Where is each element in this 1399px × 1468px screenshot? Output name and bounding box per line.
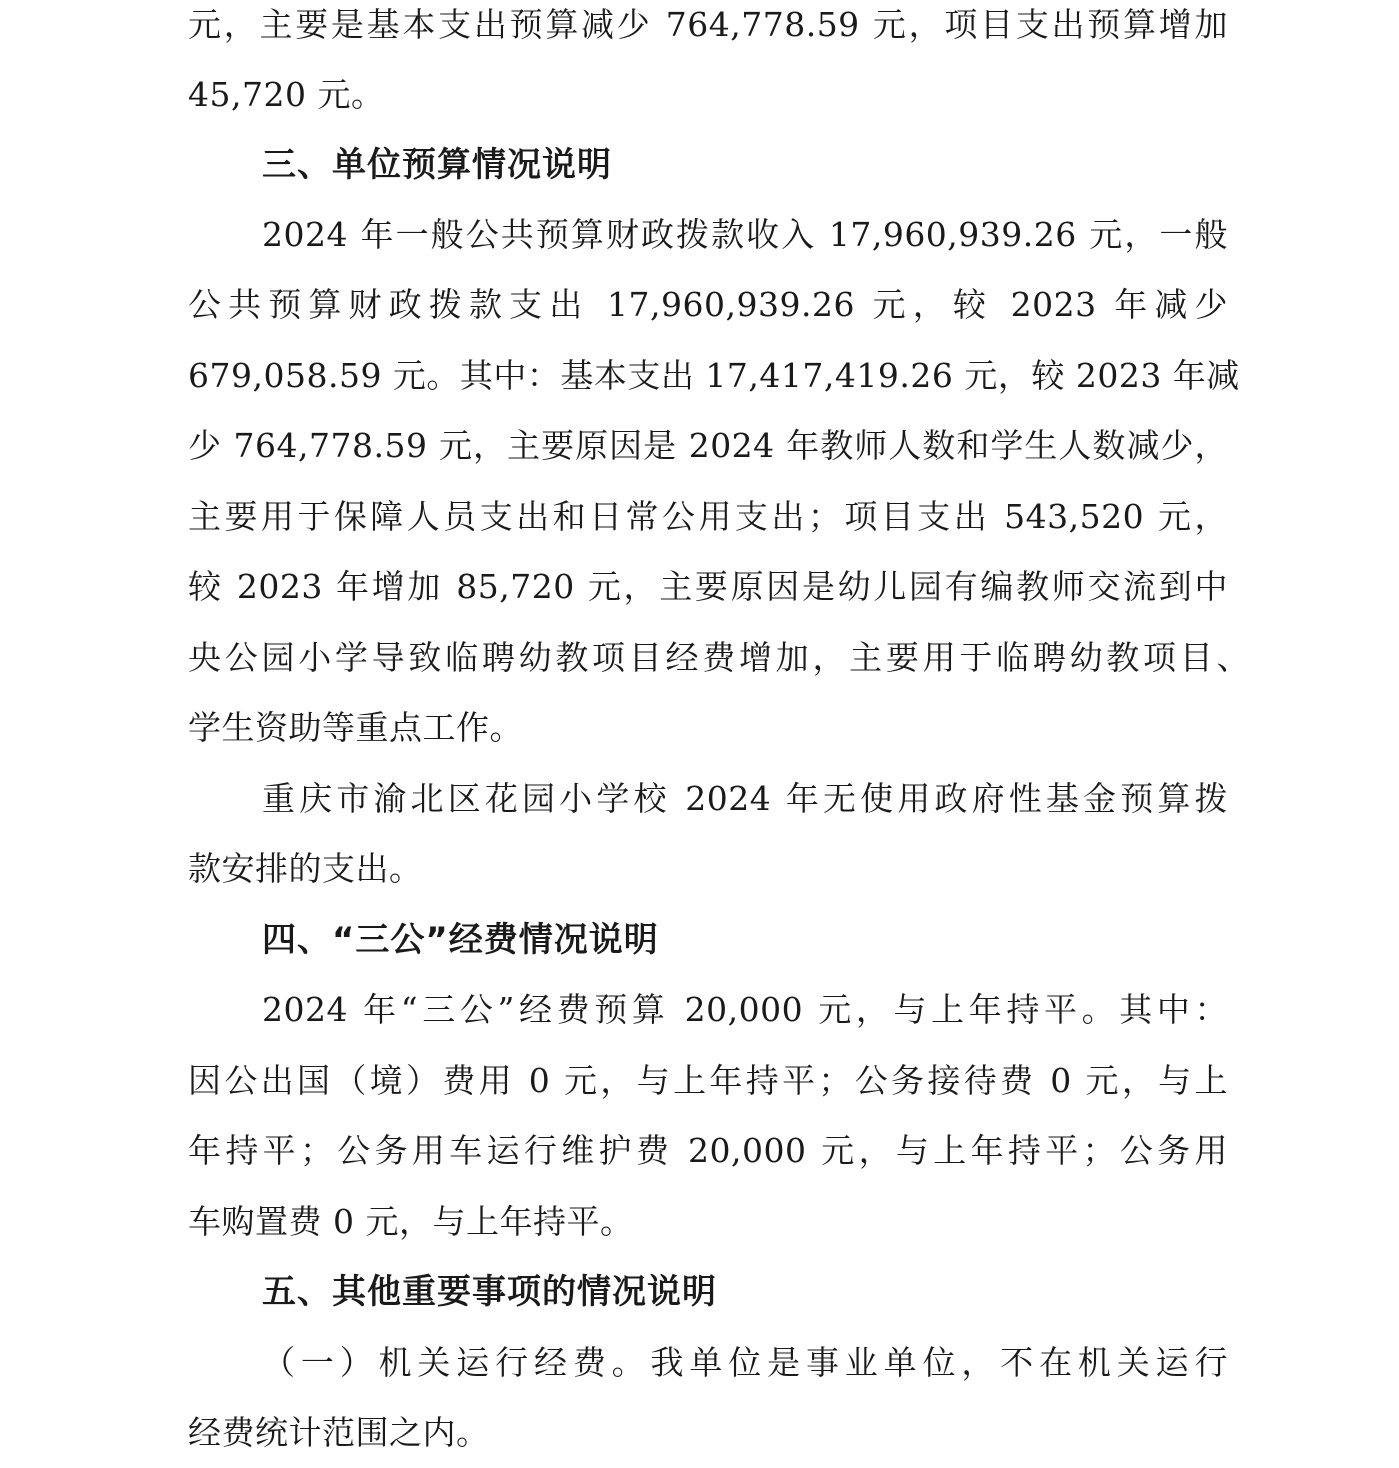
paragraph-line: 少 764,778.59 元，主要原因是 2024 年教师人数和学生人数减少， [188,426,1228,465]
paragraph-line: 款安排的支出。 [188,849,423,888]
paragraph-line: （一）机关运行经费。我单位是事业单位，不在机关运行 [262,1343,1228,1382]
paragraph-line: 车购置费 0 元，与上年持平。 [188,1202,634,1241]
paragraph-line: 经费统计范围之内。 [188,1413,490,1452]
paragraph-line: 较 2023 年增加 85,720 元，主要原因是幼儿园有编教师交流到中 [188,567,1228,606]
paragraph-line: 年持平；公务用车运行维护费 20,000 元，与上年持平；公务用 [188,1131,1228,1170]
paragraph-line: 元，主要是基本支出预算减少 764,778.59 元，项目支出预算增加 [188,5,1228,44]
section-heading-3: 三、单位预算情况说明 [262,145,612,185]
paragraph-line: 央公园小学导致临聘幼教项目经费增加，主要用于临聘幼教项目、 [188,638,1250,677]
paragraph-line: 2024 年“三公”经费预算 20,000 元，与上年持平。其中： [262,990,1228,1029]
paragraph-line: 2024 年一般公共预算财政拨款收入 17,960,939.26 元，一般 [262,215,1228,254]
paragraph-line: 公共预算财政拨款支出 17,960,939.26 元，较 2023 年减少 [188,285,1228,324]
paragraph-line: 45,720 元。 [188,75,385,114]
paragraph-line: 679,058.59 元。其中：基本支出 17,417,419.26 元，较 2023 年减 [188,356,1240,395]
paragraph-line: 主要用于保障人员支出和日常公用支出；项目支出 543,520 元， [188,497,1228,536]
section-heading-5: 五、其他重要事项的情况说明 [262,1272,717,1312]
paragraph-line: 因公出国（境）费用 0 元，与上年持平；公务接待费 0 元，与上 [188,1061,1228,1100]
section-heading-4: 四、“三公”经费情况说明 [262,920,659,960]
paragraph-line: 学生资助等重点工作。 [188,708,523,747]
paragraph-line: 重庆市渝北区花园小学校 2024 年无使用政府性基金预算拨 [262,779,1228,818]
